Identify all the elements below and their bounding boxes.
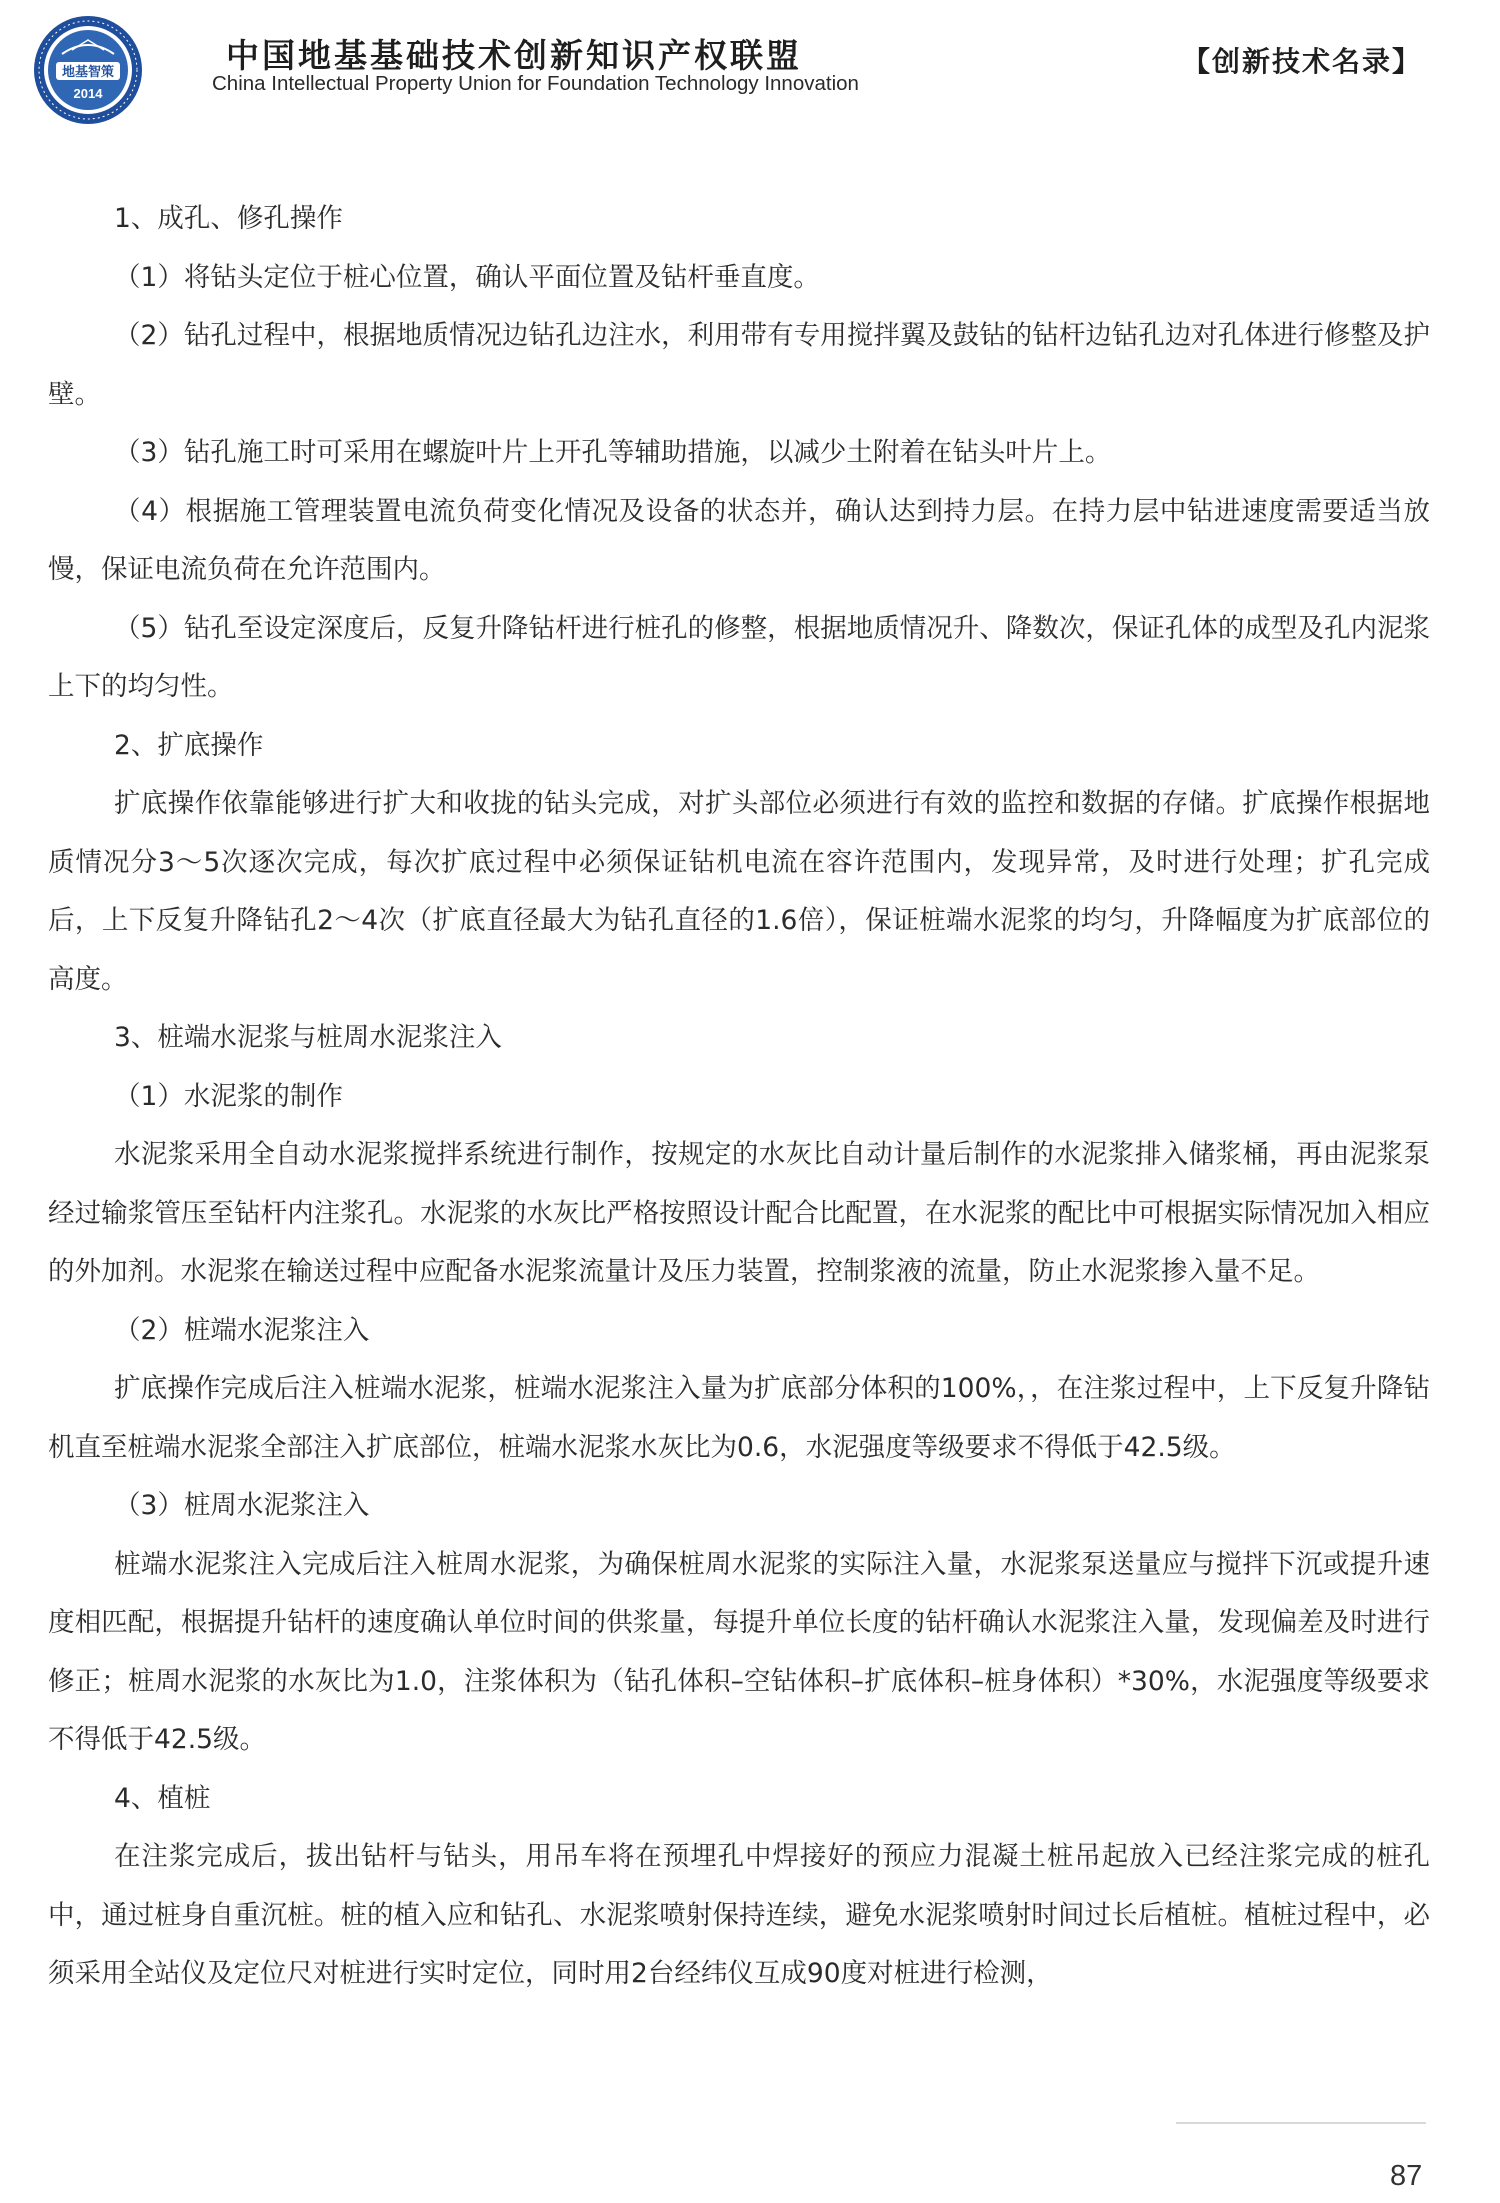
paragraph: 在注浆完成后，拔出钻杆与钻头，用吊车将在预埋孔中焊接好的预应力混凝土桩吊起放入已经注浆完成的桩孔中，通过桩身自重沉桩。桩的植入应和钻孔、水泥浆喷射保持连续，避免水泥浆喷射时间过长后植桩。植桩过程中，必须采用全站仪及定位尺对桩进行实时定位，同时用2台经纬仪互成90度对桩进行检测，: [48, 1841, 1430, 1989]
section-tag: 【创新技术名录】: [1181, 45, 1422, 78]
logo-inner-text: 地基智策: [61, 65, 115, 80]
document-body: [48, 190, 1430, 2004]
footer-divider: [1176, 2122, 1426, 2124]
logo-year: 2014: [73, 86, 103, 101]
org-name-english: China Intellectual Property Union for Foundation Technology Innovation: [212, 72, 859, 95]
page-number: 87: [1390, 2160, 1423, 2192]
org-name-chinese: 中国地基基础技术创新知识产权联盟: [226, 36, 802, 75]
paragraph: 扩底操作完成后注入桩端水泥浆，桩端水泥浆注入量为扩底部分体积的100%，，在注浆过程中，上下反复升降钻机直至桩端水泥浆全部注入扩底部位，桩端水泥浆水灰比为0.6，水泥强度等级要求不得低于42.5级。: [48, 1373, 1430, 1463]
heading-underreaming: 2、扩底操作: [114, 729, 264, 761]
subheading-tip-grout: （2）桩端水泥浆注入: [114, 1314, 370, 1346]
paragraph: （3）钻孔施工时可采用在螺旋叶片上开孔等辅助措施，以减少土附着在钻头叶片上。: [114, 437, 1112, 468]
paragraph: 水泥浆采用全自动水泥浆搅拌系统进行制作，按规定的水灰比自动计量后制作的水泥浆排入储浆桶，再由泥浆泵经过输浆管压至钻杆内注浆孔。水泥浆的水灰比严格按照设计配合比配置，在水泥浆的配比中可根据实际情况加入相应的外加剂。水泥浆在输送过程中应配备水泥浆流量计及压力装置，控制浆液的流量，防止水泥浆掺入量不足。: [48, 1139, 1430, 1287]
paragraph: （5）钻孔至设定深度后，反复升降钻杆进行桩孔的修整，根据地质情况升、降数次，保证孔体的成型及孔内泥浆上下的均匀性。: [48, 612, 1430, 702]
paragraph: （2）钻孔过程中，根据地质情况边钻孔边注水，利用带有专用搅拌翼及鼓钻的钻杆边钻孔边对孔体进行修整及护壁。: [48, 320, 1430, 410]
subheading-grout-making: （1）水泥浆的制作: [114, 1080, 343, 1112]
heading-grout-injection: 3、桩端水泥浆与桩周水泥浆注入: [114, 1022, 502, 1053]
heading-pile-planting: 4、植桩: [114, 1782, 211, 1814]
union-emblem-logo: [32, 14, 144, 126]
paragraph: （1）将钻头定位于桩心位置，确认平面位置及钻杆垂直度。: [114, 261, 820, 293]
paragraph: （4）根据施工管理装置电流负荷变化情况及设备的状态并，确认达到持力层。在持力层中钻进速度需要适当放慢，保证电流负荷在允许范围内。: [48, 495, 1430, 585]
paragraph: 扩底操作依靠能够进行扩大和收拢的钻头完成，对扩头部位必须进行有效的监控和数据的存储。扩底操作根据地质情况分3～5次逐次完成，每次扩底过程中必须保证钻机电流在容许范围内，发现异常，及时进行处理；扩孔完成后，上下反复升降钻孔2～4次（扩底直径最大为钻孔直径的1.6倍），保证桩端水泥浆的均匀，升降幅度为扩底部位的高度。: [48, 788, 1430, 995]
subheading-side-grout: （3）桩周水泥浆注入: [114, 1490, 370, 1521]
heading-drilling: 1、成孔、修孔操作: [114, 203, 343, 234]
paragraph: 桩端水泥浆注入完成后注入桩周水泥浆，为确保桩周水泥浆的实际注入量，水泥浆泵送量应与搅拌下沉或提升速度相匹配，根据提升钻杆的速度确认单位时间的供浆量，每提升单位长度的钻杆确认水泥浆注入量，发现偏差及时进行修正；桩周水泥浆的水灰比为1.0，注浆体积为（钻孔体积–空钻体积–扩底体积–桩身体积）*30%，水泥强度等级要求不得低于42.5级。: [48, 1548, 1430, 1755]
page-header: [0, 0, 1500, 120]
